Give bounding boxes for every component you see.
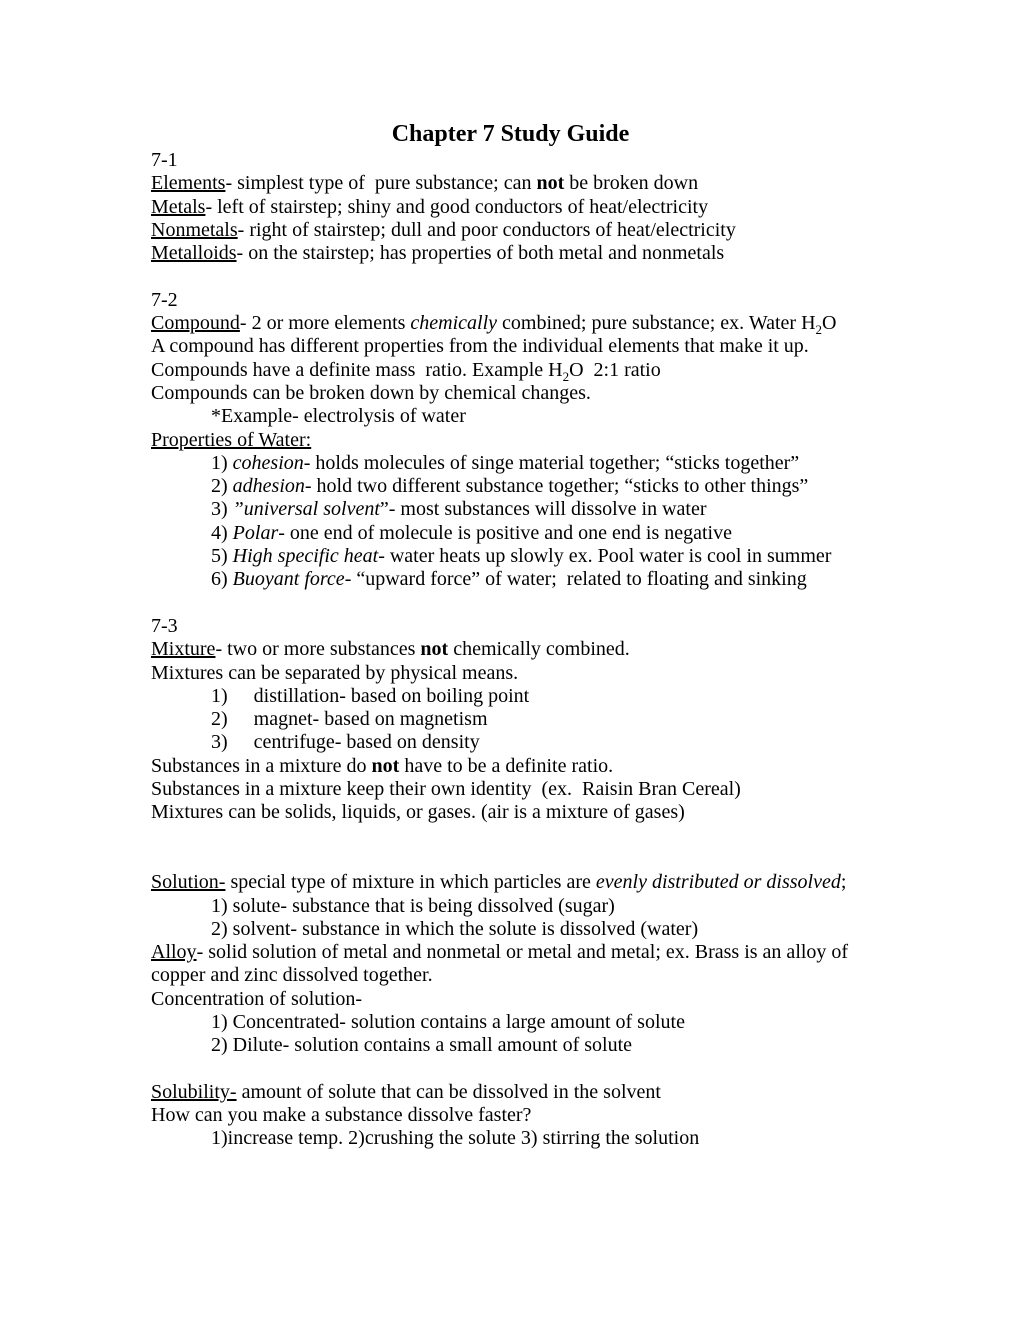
separation-method-item bbox=[151, 685, 870, 708]
blank-line bbox=[151, 1058, 870, 1081]
text-segment: be broken down bbox=[564, 172, 699, 195]
bold-not: not bbox=[536, 172, 565, 195]
term-solubility: Solubility- bbox=[151, 1080, 237, 1103]
section-7-2-label: 7-2 bbox=[151, 288, 178, 311]
text-segment: centrifuge- based on density bbox=[253, 731, 480, 754]
item-number: 4) bbox=[211, 521, 233, 544]
item-number: 1) bbox=[211, 684, 228, 707]
text-segment: O bbox=[822, 312, 837, 335]
term-properties-of-water: Properties of Water: bbox=[151, 428, 312, 451]
text-segment: O 2:1 ratio bbox=[569, 358, 661, 381]
definition-alloy-continued: copper and zinc dissolved together. bbox=[151, 964, 433, 987]
definition-metals bbox=[151, 196, 870, 219]
text-segment: ”- most substances will dissolve in water bbox=[379, 498, 707, 521]
separation-method-item bbox=[151, 731, 870, 754]
text-segment: - simplest type of pure substance; can bbox=[225, 172, 537, 195]
term-alloy: Alloy bbox=[151, 941, 197, 964]
term-nonmetals: Nonmetals bbox=[151, 218, 238, 241]
item-number: 3) bbox=[211, 731, 228, 754]
blank-line bbox=[151, 592, 870, 615]
text-segment: - 2 or more elements bbox=[239, 312, 411, 335]
text-segment: magnet- based on magnetism bbox=[253, 708, 488, 731]
line-compound-properties: A compound has different properties from the individual elements that make it up. bbox=[151, 335, 809, 358]
line-example-electrolysis: *Example- electrolysis of water bbox=[211, 405, 466, 428]
section-7-3-label: 7-3 bbox=[151, 614, 178, 637]
definition-elements bbox=[151, 172, 870, 195]
water-property-item bbox=[151, 522, 870, 545]
definition-alloy bbox=[151, 941, 870, 964]
italic-term: High specific heat bbox=[232, 545, 379, 568]
term-elements: Elements bbox=[151, 172, 226, 195]
text-segment: Substances in a mixture do bbox=[151, 754, 372, 777]
term-compound: Compound bbox=[151, 312, 240, 335]
subscript-2: 2 bbox=[562, 368, 570, 384]
item-number: 3) bbox=[211, 498, 233, 521]
term-metals: Metals bbox=[151, 195, 206, 218]
text-segment: Compounds have a definite mass ratio. Example H bbox=[151, 358, 563, 381]
text-segment: amount of solute that can be dissolved in the solvent bbox=[236, 1080, 661, 1103]
water-property-item bbox=[151, 545, 870, 568]
document-title: Chapter 7 Study Guide bbox=[391, 121, 630, 147]
italic-term: Polar bbox=[232, 521, 279, 544]
section-7-1-label: 7-1 bbox=[151, 149, 178, 171]
definition-nonmetals bbox=[151, 219, 870, 242]
italic-term: ”universal solvent bbox=[232, 498, 380, 521]
italic-term: adhesion bbox=[232, 475, 305, 498]
line-concentration: Concentration of solution- bbox=[151, 987, 363, 1010]
text-segment: - water heats up slowly ex. Pool water is cool in summer bbox=[378, 545, 832, 568]
text-segment: special type of mixture in which particles are bbox=[225, 871, 596, 894]
solution-item-solvent: 2) solvent- substance in which the solute is dissolved (water) bbox=[211, 917, 699, 940]
text-segment: - left of stairstep; shiny and good conductors of heat/electricity bbox=[205, 195, 709, 218]
separation-method-item bbox=[151, 708, 870, 731]
text-segment: ; bbox=[840, 871, 847, 894]
line-dissolve-methods: 1)increase temp. 2)crushing the solute 3) stirring the solution bbox=[211, 1127, 700, 1150]
line-mass-ratio bbox=[151, 359, 870, 382]
item-number: 2) bbox=[211, 475, 233, 498]
term-mixture: Mixture bbox=[151, 638, 216, 661]
line-definite-ratio bbox=[151, 755, 870, 778]
solution-item-solute: 1) solute- substance that is being dissolved (sugar) bbox=[211, 894, 615, 917]
concentration-item-concentrated: 1) Concentrated- solution contains a large amount of solute bbox=[211, 1010, 685, 1033]
item-number: 5) bbox=[211, 545, 233, 568]
water-property-item bbox=[151, 568, 870, 591]
line-dissolve-faster-question: How can you make a substance dissolve faster? bbox=[151, 1104, 532, 1127]
text-segment: - “upward force” of water; related to floating and sinking bbox=[344, 568, 807, 591]
term-metalloids: Metalloids bbox=[151, 242, 237, 265]
line-separated-physical: Mixtures can be separated by physical means. bbox=[151, 661, 519, 684]
text-segment: - holds molecules of singe material together; “sticks together” bbox=[303, 451, 800, 474]
text-segment: have to be a definite ratio. bbox=[399, 754, 614, 777]
item-number: 6) bbox=[211, 568, 233, 591]
line-broken-down: Compounds can be broken down by chemical changes. bbox=[151, 381, 591, 404]
bold-not: not bbox=[371, 754, 400, 777]
blank-lines bbox=[151, 825, 870, 872]
item-number: 1) bbox=[211, 451, 233, 474]
definition-metalloids bbox=[151, 242, 870, 265]
water-property-item bbox=[151, 475, 870, 498]
italic-term: Buoyant force bbox=[232, 568, 345, 591]
bold-not: not bbox=[420, 638, 449, 661]
italic-evenly-distributed: evenly distributed or dissolved bbox=[595, 871, 841, 894]
item-number: 2) bbox=[211, 708, 228, 731]
concentration-item-dilute: 2) Dilute- solution contains a small amount of solute bbox=[211, 1034, 633, 1057]
text-segment: - hold two different substance together; “sticks to other things” bbox=[304, 475, 809, 498]
heading-properties-of-water bbox=[151, 429, 870, 452]
text-segment: - two or more substances bbox=[215, 638, 421, 661]
text-segment: - right of stairstep; dull and poor conductors of heat/electricity bbox=[237, 218, 736, 241]
italic-chemically: chemically bbox=[410, 312, 498, 335]
definition-compound bbox=[151, 312, 870, 338]
subscript-2: 2 bbox=[815, 322, 823, 338]
definition-solution bbox=[151, 871, 870, 894]
water-property-item bbox=[151, 452, 870, 475]
line-mixture-states: Mixtures can be solids, liquids, or gases. (air is a mixture of gases) bbox=[151, 801, 685, 824]
definition-mixture bbox=[151, 638, 870, 661]
text-segment: distillation- based on boiling point bbox=[253, 684, 530, 707]
water-property-item bbox=[151, 498, 870, 521]
text-segment: combined; pure substance; ex. Water H bbox=[497, 312, 816, 335]
text-segment: - one end of molecule is positive and one end is negative bbox=[278, 521, 732, 544]
term-solution: Solution- bbox=[151, 871, 226, 894]
definition-solubility bbox=[151, 1081, 870, 1104]
text-segment: chemically combined. bbox=[448, 638, 630, 661]
line-own-identity: Substances in a mixture keep their own identity (ex. Raisin Bran Cereal) bbox=[151, 778, 741, 801]
text-segment: - solid solution of metal and nonmetal or metal and metal; ex. Brass is an alloy of bbox=[196, 941, 849, 964]
blank-line bbox=[151, 265, 870, 288]
text-segment: - on the stairstep; has properties of both metal and nonmetals bbox=[236, 242, 725, 265]
italic-term: cohesion bbox=[232, 451, 304, 474]
